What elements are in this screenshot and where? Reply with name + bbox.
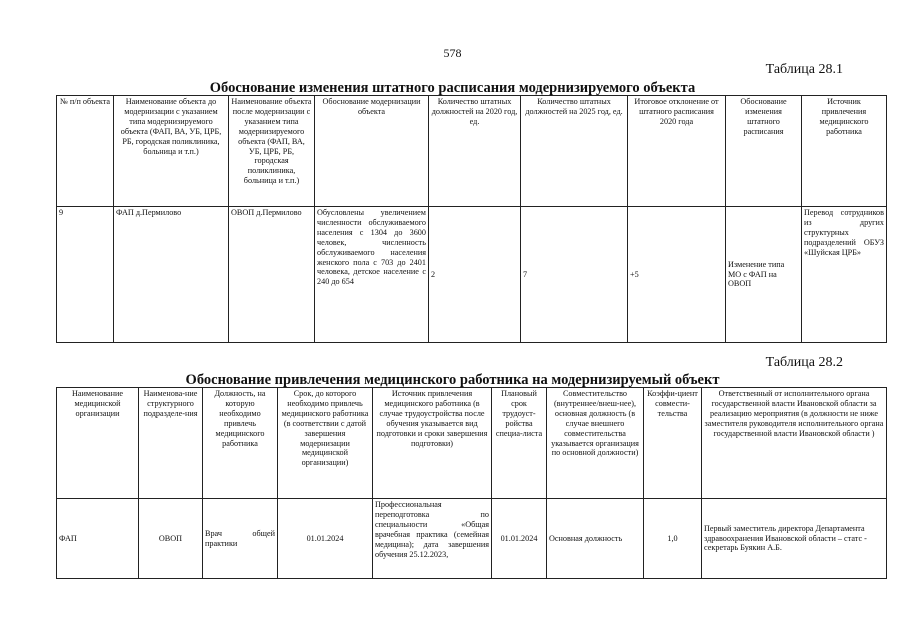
staff-2020-cell: 2 bbox=[429, 207, 521, 343]
header-cell: Обоснование изменения штатного расписания bbox=[726, 96, 802, 207]
combination-cell: Основная должность bbox=[547, 499, 644, 579]
header-cell: Наименование объекта после модернизации с указанием типа модернизируемого объекта (ФАП, ВА, УБ, ЦРБ, РБ, городская поликлиника, больница и т.п.) bbox=[229, 96, 315, 207]
header-cell: Обоснование модернизации объекта bbox=[315, 96, 429, 207]
table-header-row bbox=[57, 388, 887, 499]
responsible-cell: Первый заместитель директора Департамента здравоохранения Ивановской области – статс - секретарь Буякин А.Б. bbox=[702, 499, 887, 579]
object-before-cell: ФАП д.Пермилово bbox=[114, 207, 229, 343]
training-source-cell: Профессиональная переподготовка по специальности «Общая врачебная практика (семейная медицина); дата завершения обучения 25.12.2023, bbox=[373, 499, 492, 579]
header-cell: № п/п объекта bbox=[57, 96, 114, 207]
header-cell: Количество штатных должностей на 2025 год, ед. bbox=[521, 96, 628, 207]
header-cell: Количество штатных должностей на 2020 год, ед. bbox=[429, 96, 521, 207]
page-number: 578 bbox=[443, 46, 462, 60]
staffing-justification-table bbox=[56, 95, 887, 343]
table-title-28-1: Обоснование изменения штатного расписания модернизируемого объекта bbox=[209, 80, 696, 96]
coefficient-cell: 1,0 bbox=[644, 499, 702, 579]
header-cell: Источник привлечения медицинского работника bbox=[802, 96, 887, 207]
deviation-cell: +5 bbox=[628, 207, 726, 343]
table-title-28-2: Обоснование привлечения медицинского работника на модернизируемый объект bbox=[185, 372, 720, 388]
header-cell: Итоговое отклонение от штатного расписания 2020 года bbox=[628, 96, 726, 207]
table-label-28-1: Таблица 28.1 bbox=[765, 62, 843, 77]
table-label-28-2: Таблица 28.2 bbox=[765, 355, 843, 370]
header-cell: Наименование объекта до модернизации с указанием типа модернизируемого объекта (ФАП, ВА, УБ, ЦРБ, РБ, городская поликлиника, больница и т.п.) bbox=[114, 96, 229, 207]
table-header-row bbox=[57, 96, 887, 207]
header-cell: Наименова-ние структурного подразделе-ния bbox=[139, 388, 203, 499]
organization-cell: ФАП bbox=[57, 499, 139, 579]
change-reason-cell: Изменение типа МО с ФАП на ОВОП bbox=[726, 207, 802, 343]
header-cell: Срок, до которого необходимо привлечь медицинского работника (в соответствии с датой завершения модернизации медицинской организации) bbox=[278, 388, 373, 499]
header-cell: Ответственный от исполнительного органа государственной власти Ивановской области за реализацию мероприятия (в должности не ниже заместителя руководителя исполнительного органа государственной власти Ивановской области ) bbox=[702, 388, 887, 499]
table-row bbox=[57, 499, 887, 579]
position-cell: Врач общей практики bbox=[203, 499, 278, 579]
planned-date-cell: 01.01.2024 bbox=[492, 499, 547, 579]
object-number-cell: 9 bbox=[57, 207, 114, 343]
header-cell: Коэффи-циент совмести-тельства bbox=[644, 388, 702, 499]
table-row bbox=[57, 207, 887, 343]
object-after-cell: ОВОП д.Пермилово bbox=[229, 207, 315, 343]
header-cell: Источник привлечения медицинского работника (в случае трудоустройства после обучения указывается вид подготовки и сроки завершения подготовки) bbox=[373, 388, 492, 499]
unit-cell: ОВОП bbox=[139, 499, 203, 579]
deadline-cell: 01.01.2024 bbox=[278, 499, 373, 579]
header-cell: Совместительство (внутреннее/внеш-нее), основная должность (в случае внешнего совместительства указывается организация по основной должности) bbox=[547, 388, 644, 499]
staff-2025-cell: 7 bbox=[521, 207, 628, 343]
worker-attraction-table bbox=[56, 387, 887, 579]
justification-cell: Обусловлены увеличением численности обслуживаемого населения с 1304 до 3600 человек, численность обслуживаемого населения женского пола с 703 до 2401 человека, детское население с 240 до 654 bbox=[315, 207, 429, 343]
header-cell: Должность, на которую необходимо привлечь медицинского работника bbox=[203, 388, 278, 499]
worker-source-cell: Перевод сотрудников из других структурных подразделений ОБУЗ «Шуйская ЦРБ» bbox=[802, 207, 887, 343]
header-cell: Плановый срок трудоуст-ройства специа-листа bbox=[492, 388, 547, 499]
header-cell: Наименование медицинской организации bbox=[57, 388, 139, 499]
